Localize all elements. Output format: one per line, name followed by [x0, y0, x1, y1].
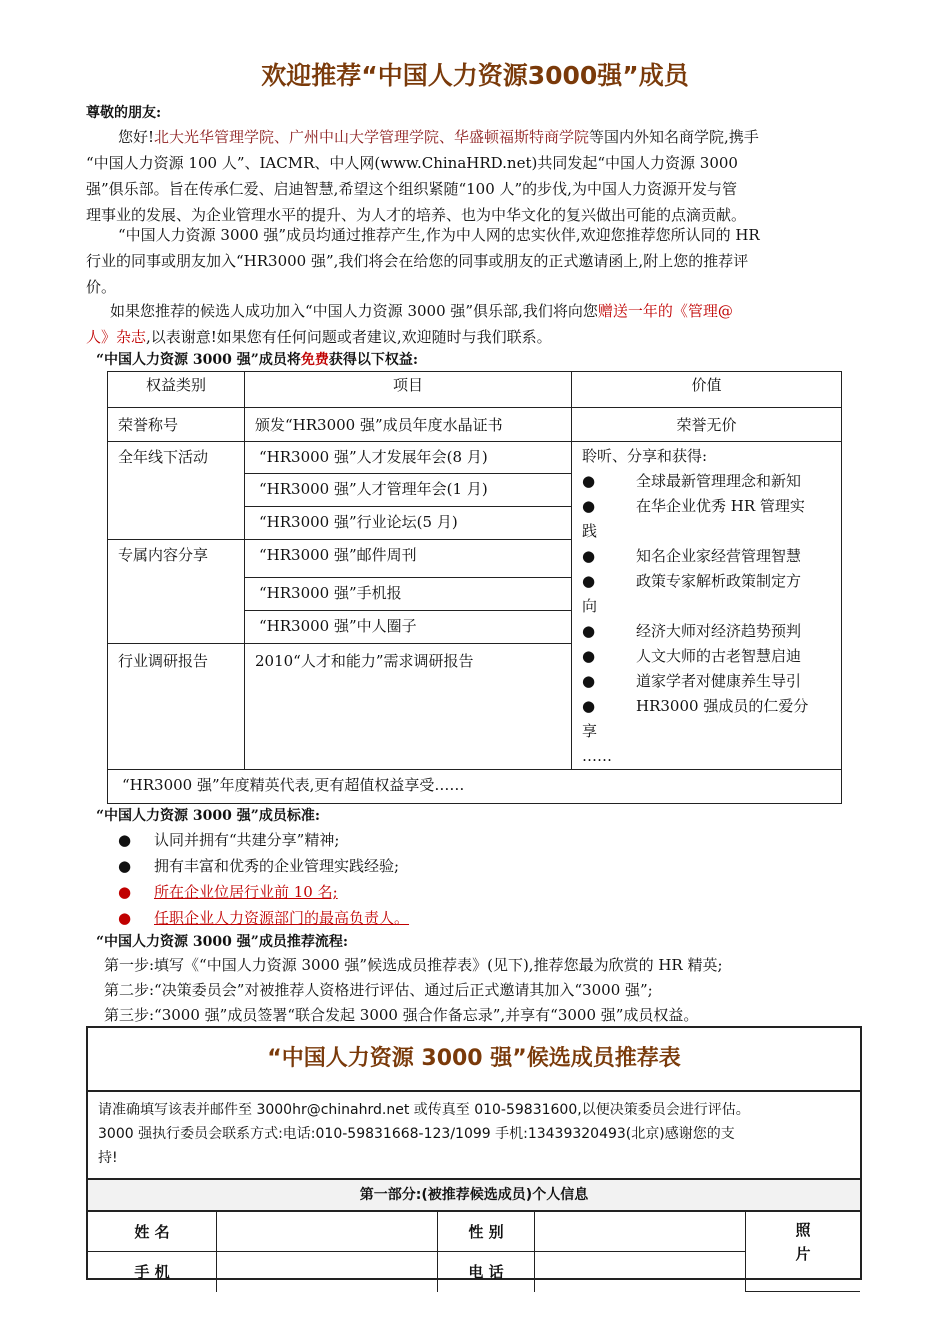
recommend-line2: 行业的同事或朋友加入“HR3000 强”,我们将会在给您的同事或朋友的正式邀请函上,附上您的推荐评 [86, 252, 749, 270]
honor-category: 荣誉称号 [108, 408, 245, 442]
offline-item: “HR3000 强”人才发展年会(8 月) [245, 442, 572, 474]
mobile-field[interactable] [217, 1252, 438, 1292]
standard-item: ● 所在企业位居行业前 10 名; [118, 883, 338, 901]
standard-item: ● 认同并拥有“共建分享”精神; [118, 831, 340, 849]
recommend-paragraph [86, 222, 864, 300]
step-2: 第二步:“决策委员会”对被推荐人资格进行评估、通过后正式邀请其加入“3000 强”; [104, 981, 653, 999]
value-bullet: ● 经济大师对经济趋势预判 [582, 622, 802, 640]
intro-paragraph [86, 124, 864, 228]
value-wrap: 享 [582, 722, 598, 740]
gift-paragraph [86, 298, 864, 350]
mobile-label: 手 机 [88, 1252, 217, 1292]
phone-field[interactable] [535, 1252, 746, 1292]
recommend-line1: “中国人力资源 3000 强”成员均通过推荐产生,作为中人网的忠实伙伴,欢迎您推荐您所认同的 HR [118, 226, 760, 244]
offline-item: “HR3000 强”人才管理年会(1 月) [245, 474, 572, 507]
value-wrap: 向 [582, 597, 598, 615]
recommendation-form [86, 1026, 862, 1280]
intro-line3: 强”俱乐部。旨在传承仁爱、启迪智慧,希望这个组织紧随“100 人”的步伐,为中国人力资源开发与管 [86, 180, 737, 198]
greeting: 尊敬的朋友: [86, 105, 162, 121]
form-instructions [88, 1092, 860, 1180]
standard-item: ● 任职企业人力资源部门的最高负责人。 [118, 909, 410, 927]
table-footer: “HR3000 强”年度精英代表,更有超值权益享受…… [108, 770, 842, 804]
offline-category: 全年线下活动 [108, 442, 245, 540]
value-bullet: ● 在华企业优秀 HR 管理实 [582, 497, 805, 515]
intro-cont: 等国内外知名商学院,携手 [589, 128, 759, 146]
gender-field[interactable] [535, 1212, 746, 1252]
form-title: “中国人力资源 3000 强”候选成员推荐表 [88, 1028, 860, 1092]
form-note-3: 持! [98, 1150, 118, 1166]
benefits-heading: “中国人力资源 3000 强”成员将免费获得以下权益: [96, 352, 418, 368]
value-intro: 聆听、分享和获得: [582, 447, 708, 465]
value-bullet: ● 道家学者对健康养生导引 [582, 672, 802, 690]
form-note-1: 请准确填写该表并邮件至 3000hr@chinahrd.net 或传真至 010-59831600,以便决策委员会进行评估。 [98, 1102, 750, 1118]
process-heading: “中国人力资源 3000 强”成员推荐流程: [96, 934, 348, 950]
value-bullet: ● 政策专家解析政策制定方 [582, 572, 802, 590]
honor-item: 颁发“HR3000 强”成员年度水晶证书 [245, 408, 572, 442]
gift-thanks: ,以表谢意!如果您有任何问题或者建议,欢迎随时与我们联系。 [146, 328, 552, 346]
intro-schools: 北大光华管理学院、广州中山大学管理学院、华盛顿福斯特商学院 [154, 128, 590, 146]
col-header-value: 价值 [572, 372, 842, 408]
phone-label: 电 话 [438, 1252, 535, 1292]
content-item: “HR3000 强”邮件周刊 [245, 540, 572, 578]
intro-hello: 您好! [118, 128, 155, 146]
name-label: 姓 名 [88, 1212, 217, 1252]
standard-item: ● 拥有丰富和优秀的企业管理实践经验; [118, 857, 400, 875]
col-header-category: 权益类别 [108, 372, 245, 408]
value-bullet: ● 知名企业家经营管理智慧 [582, 547, 802, 565]
process-steps [104, 953, 864, 1028]
value-wrap: 践 [582, 522, 598, 540]
page-title: 欢迎推荐“中国人力资源3000强”成员 [261, 61, 689, 90]
content-item: “HR3000 强”中人圈子 [245, 611, 572, 644]
offline-item: “HR3000 强”行业论坛(5 月) [245, 507, 572, 540]
content-category: 专属内容分享 [108, 540, 245, 644]
standards-list [118, 827, 409, 931]
content-item: “HR3000 强”手机报 [245, 578, 572, 611]
value-cell [572, 442, 842, 770]
step-3: 第三步:“3000 强”成员签署“联合发起 3000 强合作备忘录”,并享有“3000 强”成员权益。 [104, 1006, 699, 1024]
research-item: 2010“人才和能力”需求调研报告 [245, 644, 572, 770]
value-bullet: ● 人文大师的古老智慧启迪 [582, 647, 802, 665]
gift-text: 如果您推荐的候选人成功加入“中国人力资源 3000 强”俱乐部,我们将向您 [110, 302, 598, 320]
honor-value: 荣誉无价 [572, 408, 842, 442]
intro-line2: “中国人力资源 100 人”、IACMR、中人网(www.ChinaHRD.net)共同发起“中国人力资源 3000 [86, 154, 738, 172]
intro-line4: 理事业的发展、为企业管理水平的提升、为人才的培养、也为中华文化的复兴做出可能的点滴贡献。 [86, 206, 747, 224]
form-note-2: 3000 强执行委员会联系方式:电话:010-59831668-123/1099 手机:13439320493(北京)感谢您的支 [98, 1126, 735, 1142]
col-header-item: 项目 [245, 372, 572, 408]
value-bullet: ● HR3000 强成员的仁爱分 [582, 697, 809, 715]
name-field[interactable] [217, 1212, 438, 1252]
benefits-table [107, 371, 842, 804]
standard-heading: “中国人力资源 3000 强”成员标准: [96, 808, 320, 824]
section-1-heading: 第一部分:(被推荐候选成员)个人信息 [88, 1180, 860, 1211]
value-ellipsis: …… [582, 747, 612, 765]
value-bullet: ● 全球最新管理理念和新知 [582, 472, 802, 490]
gift-magazine-2: 人》杂志 [86, 328, 147, 346]
gift-magazine-1: 赠送一年的《管理@ [597, 302, 733, 320]
gender-label: 性 别 [438, 1212, 535, 1252]
research-category: 行业调研报告 [108, 644, 245, 770]
recommend-line3: 价。 [86, 278, 117, 296]
photo-field[interactable]: 照 片 [746, 1212, 861, 1292]
step-1: 第一步:填写《“中国人力资源 3000 强”候选成员推荐表》(见下),推荐您最为欣赏的 HR 精英; [104, 956, 723, 974]
